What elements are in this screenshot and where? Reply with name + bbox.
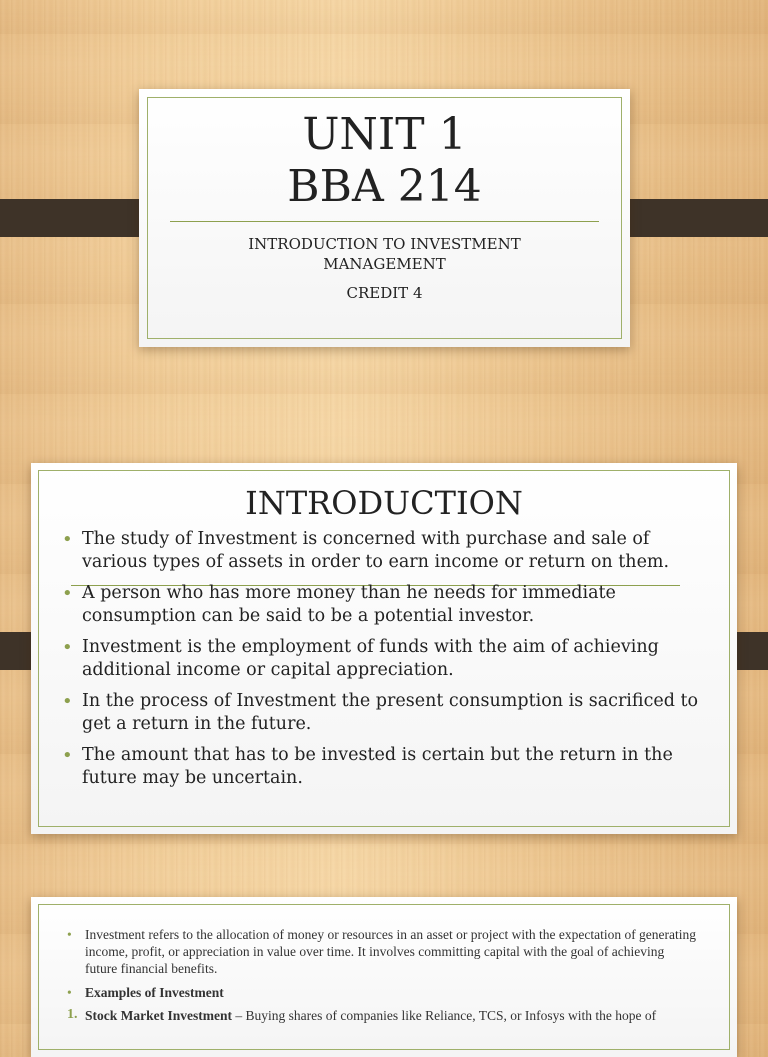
investment-definition-slide bbox=[31, 897, 737, 1057]
title-divider bbox=[170, 221, 599, 222]
bullet-dot-icon: • bbox=[62, 583, 73, 604]
example-number: 1. bbox=[67, 1007, 78, 1022]
bullet-dot-icon: • bbox=[62, 691, 73, 712]
bullet-dot-icon: • bbox=[62, 637, 73, 658]
bullet-item: • The amount that has to be invested is certain but the return in the future may be uncertain. bbox=[62, 745, 673, 788]
example-item-1-text: – Buying shares of companies like Reliance, TCS, or Infosys with the hope of bbox=[231, 1008, 657, 1023]
course-code: BBA 214 bbox=[287, 161, 482, 212]
subtitle-line-1: INTRODUCTION TO INVESTMENT bbox=[248, 235, 521, 253]
example-item-1-title: Stock Market Investment bbox=[85, 1008, 232, 1023]
introduction-bullet-list bbox=[62, 528, 702, 798]
introduction-heading: INTRODUCTION bbox=[245, 484, 523, 522]
unit-title: UNIT 1 bbox=[302, 109, 467, 160]
credit-label: CREDIT 4 bbox=[346, 284, 423, 302]
bullet-dot-icon: • bbox=[62, 529, 73, 550]
title-slide bbox=[139, 89, 630, 347]
examples-heading: • Examples of Investment bbox=[67, 985, 224, 1000]
bullet-item: • A person who has more money than he needs for immediate consumption can be said to be a potential investor. bbox=[62, 583, 616, 626]
bullet-item: • In the process of Investment the present consumption is sacrificed to get a return in the future. bbox=[62, 691, 699, 734]
introduction-slide bbox=[31, 463, 737, 834]
bullet-dot-icon: • bbox=[67, 927, 72, 942]
bullet-dot-icon: • bbox=[67, 985, 72, 1000]
bullet-dot-icon: • bbox=[62, 745, 73, 766]
left-tab-bar-1 bbox=[0, 199, 156, 237]
subtitle-line-2: MANAGEMENT bbox=[323, 255, 446, 273]
bullet-item: • The study of Investment is concerned with purchase and sale of various types of assets in order to earn income or return on them. bbox=[62, 529, 670, 572]
definition-paragraph: • Investment refers to the allocation of money or resources in an asset or project with the expectation of generating income, profit, or appreciation in value over time. It involves committing capital with the goal of achieving future financial benefits. bbox=[67, 927, 697, 976]
example-item-1 bbox=[85, 1007, 725, 1024]
bullet-item: • Investment is the employment of funds with the aim of achieving additional income or capital appreciation. bbox=[62, 637, 659, 680]
right-tab-bar-1 bbox=[612, 199, 768, 237]
